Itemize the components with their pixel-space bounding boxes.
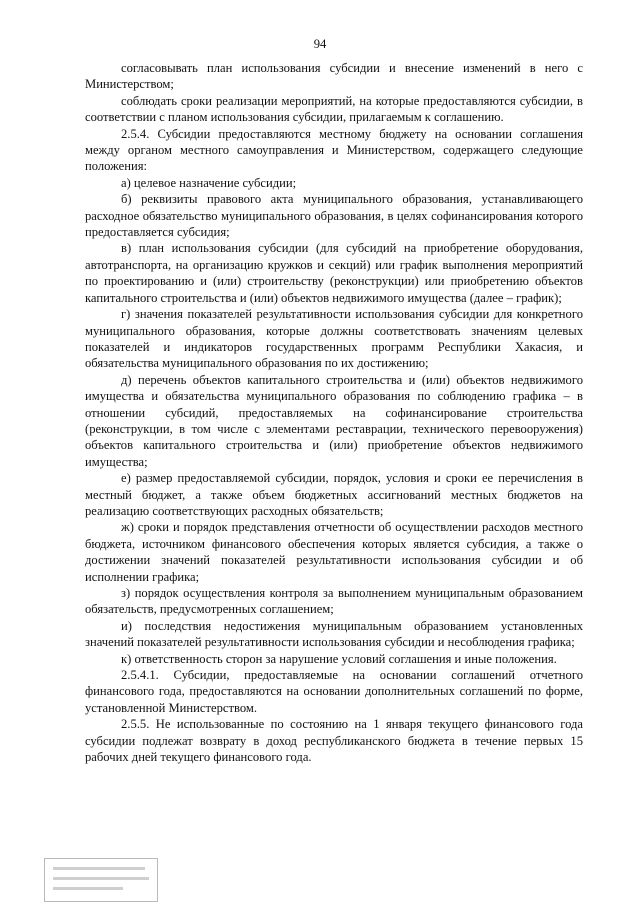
paragraph: д) перечень объектов капитального строительства и (или) объектов недвижимого имущества и обязательства муниципального образования по соблюдению графика – в отношении субсидий, предоставляемых на софинансирование строительства (реконструкции, в том числе с элементами реставрации, технического перевооружения) объектов капитального строительства и (или) приобретение объектов недвижимого имущества;: [85, 372, 583, 469]
paragraph: в) план использования субсидии (для субсидий на приобретение оборудования, автотранспорта, на организацию кружков и секций) или график выполнения мероприятий по проектированию и (или) строительству (реконструкции) или приобретению объектов капитального строительства и (или) объектов недвижимого имущества (далее – график);: [85, 241, 583, 305]
paragraph: соблюдать сроки реализации мероприятий, на которые предоставляются субсидии, в соответствии с планом использования субсидии, прилагаемым к соглашению.: [85, 93, 583, 125]
paragraph: г) значения показателей результативности использования субсидии для конкретного муниципального образования, которые должны соответствовать значениям целевых показателей и индикаторов государственных программ Республики Хакасия, и обязательства муниципального образования по их достижению;: [85, 307, 583, 371]
registration-stamp: [44, 858, 158, 902]
stamp-line: [53, 877, 149, 880]
page-number: 94: [313, 37, 327, 51]
stamp-line: [53, 887, 123, 890]
paragraph: б) реквизиты правового акта муниципального образования, устанавливающего расходное обязательство муниципального образования, в целях софинансирования которого предоставляется субсидия;: [85, 192, 583, 240]
paragraph: к) ответственность сторон за нарушение условий соглашения и иные положения.: [121, 651, 557, 666]
paragraph: а) целевое назначение субсидии;: [121, 175, 297, 190]
paragraph: согласовывать план использования субсидии и внесение изменений в него с Министерством;: [85, 61, 583, 92]
paragraph: з) порядок осуществления контроля за выполнением муниципальным образованием обязательств, предусмотренных соглашением;: [85, 586, 583, 617]
stamp-line: [53, 867, 145, 870]
paragraph: ж) сроки и порядок представления отчетности об осуществлении расходов местного бюджета, источником финансового обеспечения которых является субсидия, а также о достижении значений показателей результативности использования субсидии и об исполнении графика;: [85, 520, 583, 584]
document-body: [85, 60, 583, 765]
paragraph: 2.5.4.1. Субсидии, предоставляемые на основании соглашений отчетного финансового года, предоставляются на основании дополнительных соглашений по форме, установленной Министерством.: [85, 668, 583, 715]
paragraph: 2.5.5. Не использованные по состоянию на 1 января текущего финансового года субсидии подлежат возврату в доход республиканского бюджета в течение первых 15 рабочих дней текущего финансового года.: [85, 717, 583, 765]
paragraph: и) последствия недостижения муниципальным образованием установленных значений показателей результативности использования субсидии и несоблюдения графика;: [85, 618, 583, 650]
paragraph: 2.5.4. Субсидии предоставляются местному бюджету на основании соглашения между органом местного самоуправления и Министерством, содержащего следующие положения:: [85, 126, 583, 174]
paragraph: е) размер предоставляемой субсидии, порядок, условия и сроки ее перечисления в местный бюджет, а также объем бюджетных ассигнований местных бюджетов на реализацию соответствующих расходных обязательств;: [85, 471, 583, 518]
